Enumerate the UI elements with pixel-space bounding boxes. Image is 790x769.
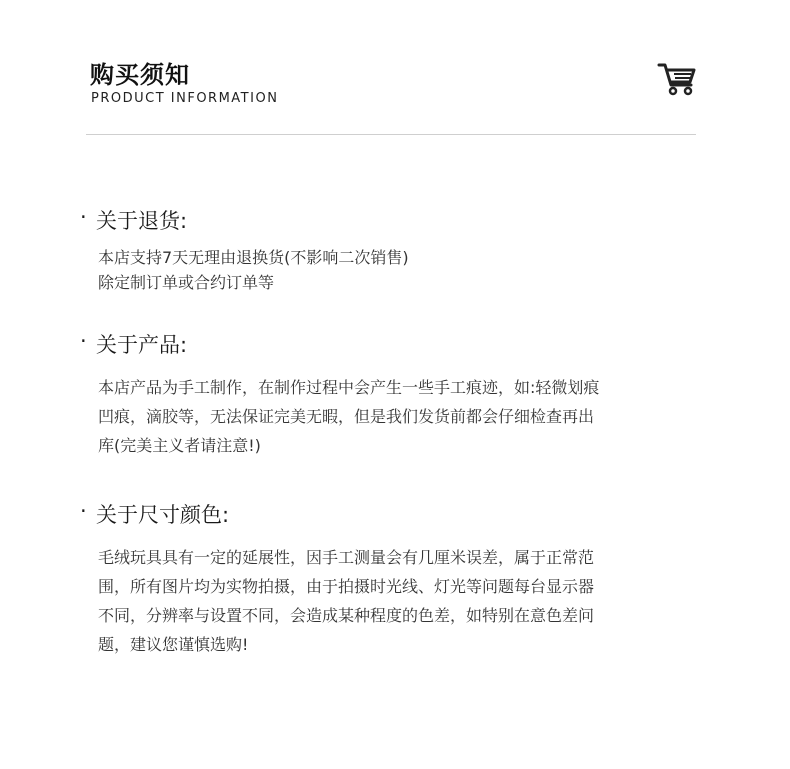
body-line: 不同，分辨率与设置不同，会造成某种程度的色差，如特别在意色差问 (98, 606, 595, 625)
shopping-cart-icon (657, 57, 697, 97)
body-line: 围，所有图片均为实物拍摄，由于拍摄时光线、灯光等问题每台显示器 (98, 577, 595, 596)
section-body (80, 245, 680, 295)
section-returns (80, 205, 680, 295)
body-line: 本店支持7天无理由退换货(不影响二次销售) (98, 248, 409, 267)
section-title (80, 205, 680, 235)
body-line: 除定制订单或合约订单等 (98, 273, 275, 292)
body-line: 本店产品为手工制作，在制作过程中会产生一些手工痕迹，如:轻微划痕 (98, 378, 600, 397)
section-title (80, 499, 680, 529)
section-size-color (80, 499, 680, 659)
page-header (90, 55, 700, 115)
body-line: 库(完美主义者请注意!) (98, 436, 261, 455)
body-line: 毛绒玩具具有一定的延展性，因手工测量会有几厘米误差，属于正常范 (98, 548, 595, 567)
section-product (80, 329, 680, 460)
section-heading: 关于退货: (96, 209, 188, 233)
bullet: · (80, 499, 87, 523)
body-line: 凹痕，滴胶等，无法保证完美无暇，但是我们发货前都会仔细检查再出 (98, 407, 595, 426)
section-heading: 关于尺寸颜色: (96, 503, 230, 527)
page-subtitle: PRODUCT INFORMATION (91, 91, 279, 106)
body-line: 题，建议您谨慎选购! (98, 635, 249, 654)
header-divider (86, 134, 696, 135)
bullet: · (80, 205, 87, 229)
section-heading: 关于产品: (96, 333, 188, 357)
section-body (80, 543, 680, 659)
section-title (80, 329, 680, 359)
page-title: 购买须知 (90, 61, 190, 89)
section-body (80, 373, 680, 460)
bullet: · (80, 329, 87, 353)
